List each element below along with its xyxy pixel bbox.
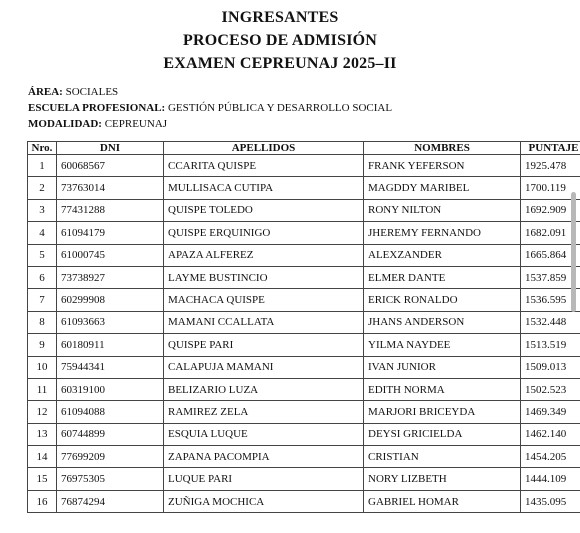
cell-nro: 16 (28, 490, 57, 512)
escuela-line (28, 102, 392, 115)
header-nro: Nro. (28, 142, 57, 155)
cell-dni: 60068567 (57, 155, 164, 177)
cell-nro: 12 (28, 401, 57, 423)
escuela-label: ESCUELA PROFESIONAL: (28, 102, 166, 114)
modalidad-line (28, 118, 167, 131)
cell-nombres: GABRIEL HOMAR (364, 490, 521, 512)
cell-puntaje: 1537.859 (521, 266, 580, 288)
header-dni: DNI (57, 142, 164, 155)
table-row (28, 446, 580, 468)
table-row (28, 423, 580, 445)
cell-puntaje: 1536.595 (521, 289, 580, 311)
header-puntaje: PUNTAJE (521, 142, 580, 155)
cell-dni: 61000745 (57, 244, 164, 266)
cell-dni: 73738927 (57, 266, 164, 288)
cell-nro: 4 (28, 222, 57, 244)
cell-dni: 77431288 (57, 199, 164, 221)
table-row (28, 401, 580, 423)
table-row (28, 356, 580, 378)
cell-nro: 7 (28, 289, 57, 311)
cell-nro: 14 (28, 446, 57, 468)
cell-apellidos: CALAPUJA MAMANI (164, 356, 364, 378)
cell-nro: 11 (28, 378, 57, 400)
cell-nombres: JHANS ANDERSON (364, 311, 521, 333)
cell-nro: 1 (28, 155, 57, 177)
cell-apellidos: CCARITA QUISPE (164, 155, 364, 177)
table-row (28, 311, 580, 333)
table-row (28, 334, 580, 356)
cell-apellidos: ZUÑIGA MOCHICA (164, 490, 364, 512)
cell-apellidos: MACHACA QUISPE (164, 289, 364, 311)
cell-puntaje: 1513.519 (521, 334, 580, 356)
table-row (28, 199, 580, 221)
cell-puntaje: 1469.349 (521, 401, 580, 423)
cell-nombres: MAGDDY MARIBEL (364, 177, 521, 199)
cell-puntaje: 1502.523 (521, 378, 580, 400)
cell-puntaje: 1462.140 (521, 423, 580, 445)
cell-dni: 60744899 (57, 423, 164, 445)
table-row (28, 177, 580, 199)
cell-nombres: ERICK RONALDO (364, 289, 521, 311)
cell-nombres: CRISTIAN (364, 446, 521, 468)
cell-apellidos: MAMANI CCALLATA (164, 311, 364, 333)
cell-dni: 75944341 (57, 356, 164, 378)
cell-nro: 10 (28, 356, 57, 378)
exam-title: EXAMEN CEPREUNAJ 2025–II (163, 55, 397, 72)
cell-nombres: NORY LIZBETH (364, 468, 521, 490)
cell-apellidos: APAZA ALFEREZ (164, 244, 364, 266)
cell-apellidos: QUISPE PARI (164, 334, 364, 356)
cell-apellidos: QUISPE TOLEDO (164, 199, 364, 221)
vertical-scrollbar[interactable] (571, 192, 576, 312)
cell-dni: 60319100 (57, 378, 164, 400)
cell-nro: 9 (28, 334, 57, 356)
cell-nro: 8 (28, 311, 57, 333)
cell-nro: 5 (28, 244, 57, 266)
cell-nombres: YILMA NAYDEE (364, 334, 521, 356)
cell-puntaje: 1435.095 (521, 490, 580, 512)
page-title: INGRESANTES (221, 9, 339, 26)
escuela-value: GESTIÓN PÚBLICA Y DESARROLLO SOCIAL (167, 102, 393, 114)
area-value: SOCIALES (65, 86, 119, 98)
cell-dni: 60299908 (57, 289, 164, 311)
cell-apellidos: BELIZARIO LUZA (164, 378, 364, 400)
cell-apellidos: LUQUE PARI (164, 468, 364, 490)
cell-apellidos: ESQUIA LUQUE (164, 423, 364, 445)
cell-puntaje: 1665.864 (521, 244, 580, 266)
cell-apellidos: MULLISACA CUTIPA (164, 177, 364, 199)
cell-puntaje: 1444.109 (521, 468, 580, 490)
cell-nro: 6 (28, 266, 57, 288)
table-row (28, 490, 580, 512)
cell-nro: 15 (28, 468, 57, 490)
cell-puntaje: 1509.013 (521, 356, 580, 378)
modalidad-label: MODALIDAD: (28, 118, 102, 130)
cell-nro: 3 (28, 199, 57, 221)
table-row (28, 244, 580, 266)
cell-dni: 76874294 (57, 490, 164, 512)
cell-puntaje: 1454.205 (521, 446, 580, 468)
cell-apellidos: QUISPE ERQUINIGO (164, 222, 364, 244)
cell-nombres: JHEREMY FERNANDO (364, 222, 521, 244)
header-apellidos: APELLIDOS (164, 142, 364, 155)
cell-apellidos: LAYME BUSTINCIO (164, 266, 364, 288)
cell-apellidos: RAMIREZ ZELA (164, 401, 364, 423)
page-subtitle: PROCESO DE ADMISIÓN (182, 32, 378, 49)
cell-dni: 73763014 (57, 177, 164, 199)
table-row (28, 222, 580, 244)
cell-dni: 61093663 (57, 311, 164, 333)
cell-nombres: IVAN JUNIOR (364, 356, 521, 378)
table-row (28, 468, 580, 490)
cell-puntaje: 1532.448 (521, 311, 580, 333)
table-row (28, 289, 580, 311)
cell-nombres: EDITH NORMA (364, 378, 521, 400)
cell-nombres: DEYSI GRICIELDA (364, 423, 521, 445)
cell-dni: 61094088 (57, 401, 164, 423)
cell-puntaje: 1692.909 (521, 199, 580, 221)
cell-nombres: ELMER DANTE (364, 266, 521, 288)
table-row (28, 378, 580, 400)
header-nombres: NOMBRES (364, 142, 521, 155)
cell-nombres: FRANK YEFERSON (364, 155, 521, 177)
cell-puntaje: 1925.478 (521, 155, 580, 177)
cell-nro: 13 (28, 423, 57, 445)
results-table (27, 141, 580, 513)
cell-apellidos: ZAPANA PACOMPIA (164, 446, 364, 468)
table-header-row (28, 142, 580, 155)
cell-dni: 77699209 (57, 446, 164, 468)
cell-dni: 61094179 (57, 222, 164, 244)
modalidad-value: CEPREUNAJ (104, 118, 168, 130)
cell-dni: 60180911 (57, 334, 164, 356)
cell-puntaje: 1700.119 (521, 177, 580, 199)
cell-nombres: RONY NILTON (364, 199, 521, 221)
cell-nro: 2 (28, 177, 57, 199)
cell-nombres: ALEXZANDER (364, 244, 521, 266)
table-row (28, 266, 580, 288)
cell-puntaje: 1682.091 (521, 222, 580, 244)
cell-dni: 76975305 (57, 468, 164, 490)
area-line (28, 86, 118, 99)
area-label: ÁREA: (28, 86, 63, 98)
table-row (28, 155, 580, 177)
cell-nombres: MARJORI BRICEYDA (364, 401, 521, 423)
